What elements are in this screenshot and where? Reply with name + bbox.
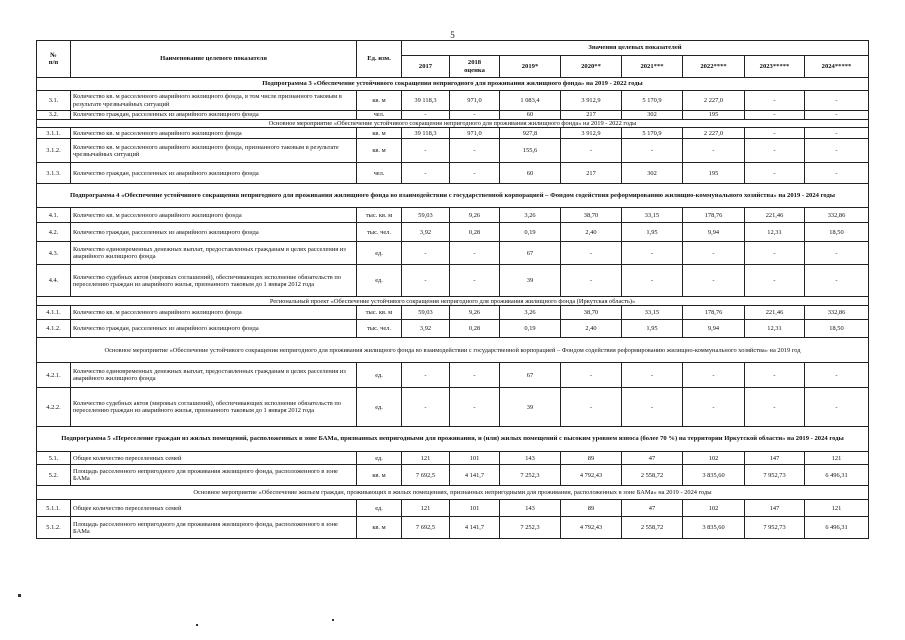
value-cell: 89 — [561, 452, 622, 465]
value-cell: 143 — [500, 452, 561, 465]
value-cell: - — [402, 163, 450, 184]
value-cell: - — [561, 242, 622, 265]
table-row — [37, 111, 869, 120]
value-cell: 102 — [683, 500, 745, 517]
value-cell: 2,40 — [561, 320, 622, 338]
value-cell: - — [450, 363, 500, 388]
value-cell: - — [745, 139, 805, 163]
unit-cell: чел. — [357, 111, 402, 120]
value-cell: - — [745, 265, 805, 297]
row-number: 5.1.1. — [37, 500, 71, 517]
value-cell: 5 170,9 — [622, 91, 683, 111]
activity-heading-row — [37, 338, 869, 363]
row-number: 3.1. — [37, 91, 71, 111]
table-row — [37, 363, 869, 388]
indicator-name: Количество единовременных денежных выплат, предоставленных гражданам в целях расселения из аварийного жилищного фонда — [71, 242, 357, 265]
value-cell: 9,26 — [450, 208, 500, 223]
unit-cell: тыс. кв. м — [357, 306, 402, 320]
header-year: 2018 оценка — [450, 56, 500, 78]
value-cell: - — [745, 363, 805, 388]
indicator-name: Площадь расселенного непригодного для проживания жилищного фонда, расположенного в зоне БАМа — [71, 517, 357, 539]
value-cell: 217 — [561, 111, 622, 120]
header-name: Наименование целевого показателя — [71, 41, 357, 78]
value-cell: 33,15 — [622, 306, 683, 320]
header-unit: Ед. изм. — [357, 41, 402, 78]
value-cell: - — [683, 242, 745, 265]
value-cell: - — [745, 163, 805, 184]
value-cell: 971,0 — [450, 128, 500, 139]
row-number: 4.2.1. — [37, 363, 71, 388]
value-cell: - — [450, 265, 500, 297]
scan-mark — [332, 619, 334, 621]
unit-cell: чел. — [357, 163, 402, 184]
value-cell: 9,94 — [683, 223, 745, 242]
table-row — [37, 320, 869, 338]
indicator-name: Количество судебных актов (мировых соглашений), обеспечивающих исполнение обязательств по переселению граждан из аварийного жилья, признанного таковым до 1 января 2012 года — [71, 388, 357, 427]
indicator-name: Количество единовременных денежных выплат, предоставленных гражданам в целях расселения из аварийного жилищного фонда — [71, 363, 357, 388]
value-cell: - — [450, 111, 500, 120]
value-cell: 6 496,31 — [805, 517, 869, 539]
value-cell: 60 — [500, 163, 561, 184]
value-cell: 2 227,0 — [683, 91, 745, 111]
row-number: 5.2. — [37, 465, 71, 486]
value-cell: 59,03 — [402, 208, 450, 223]
activity-title: Региональный проект «Обеспечение устойчивого сокращения непригодного для проживания жилищного фонда (Иркутская область)» — [37, 297, 869, 306]
value-cell: 1 083,4 — [500, 91, 561, 111]
value-cell: 9,26 — [450, 306, 500, 320]
value-cell: 3,26 — [500, 306, 561, 320]
value-cell: - — [561, 363, 622, 388]
value-cell: 3,26 — [500, 208, 561, 223]
value-cell: 12,31 — [745, 223, 805, 242]
value-cell: 0,28 — [450, 223, 500, 242]
value-cell: - — [683, 139, 745, 163]
table-row — [37, 91, 869, 111]
value-cell: - — [561, 388, 622, 427]
table-body — [37, 78, 869, 539]
indicator-name: Количество кв. м расселенного аварийного жилищного фонда, признанного таковым в результате чрезвычайных ситуаций — [71, 139, 357, 163]
value-cell: - — [805, 128, 869, 139]
value-cell: 2 558,72 — [622, 517, 683, 539]
value-cell: 3 912,9 — [561, 128, 622, 139]
value-cell: 33,15 — [622, 208, 683, 223]
value-cell: 6 496,31 — [805, 465, 869, 486]
value-cell: 89 — [561, 500, 622, 517]
value-cell: 101 — [450, 452, 500, 465]
activity-title: Основное мероприятие «Обеспечение устойчивого сокращения непригодного для проживания жилищного фонда во взаимодействии с государственной корпорацией – Фондом содействия реформированию жилищно-коммунального хозяйства» на 2019 год — [37, 338, 869, 363]
value-cell: 178,76 — [683, 306, 745, 320]
indicator-name: Общее количество переселенных семей — [71, 452, 357, 465]
value-cell: 4 792,43 — [561, 517, 622, 539]
indicator-name: Количество кв. м расселенного аварийного жилищного фонда, в том числе признанного таковым в результате чрезвычайных ситуаций — [71, 91, 357, 111]
value-cell: 0,19 — [500, 320, 561, 338]
table-row — [37, 163, 869, 184]
value-cell: - — [683, 388, 745, 427]
value-cell: 302 — [622, 163, 683, 184]
value-cell: 147 — [745, 452, 805, 465]
value-cell: 221,46 — [745, 208, 805, 223]
value-cell: - — [450, 242, 500, 265]
value-cell: - — [745, 91, 805, 111]
value-cell: 2 558,72 — [622, 465, 683, 486]
value-cell: - — [805, 388, 869, 427]
header-year: 2022**** — [683, 56, 745, 78]
activity-title: Основное мероприятие «Обеспечение жильем граждан, проживающих в жилых помещениях, признанных непригодными для проживания, расположенных в зоне БАМа» на 2019 - 2024 годы — [37, 486, 869, 500]
value-cell: 3 835,60 — [683, 517, 745, 539]
value-cell: - — [805, 139, 869, 163]
value-cell: - — [622, 388, 683, 427]
value-cell: 7 252,3 — [500, 517, 561, 539]
row-number: 4.1.2. — [37, 320, 71, 338]
value-cell: 38,70 — [561, 208, 622, 223]
value-cell: 302 — [622, 111, 683, 120]
value-cell: 3,92 — [402, 223, 450, 242]
table-row — [37, 223, 869, 242]
value-cell: 217 — [561, 163, 622, 184]
value-cell: - — [745, 111, 805, 120]
value-cell: - — [402, 139, 450, 163]
row-number: 4.1.1. — [37, 306, 71, 320]
header-year: 2023***** — [745, 56, 805, 78]
row-number: 3.1.2. — [37, 139, 71, 163]
value-cell: - — [683, 265, 745, 297]
header-year: 2024***** — [805, 56, 869, 78]
subprogram-heading-row — [37, 184, 869, 208]
unit-cell: кв. м — [357, 517, 402, 539]
header-year: 2021*** — [622, 56, 683, 78]
header-values: Значения целевых показателей — [402, 41, 869, 56]
value-cell: 4 141,7 — [450, 517, 500, 539]
value-cell: 7 252,3 — [500, 465, 561, 486]
value-cell: 39 — [500, 265, 561, 297]
value-cell: - — [683, 363, 745, 388]
value-cell: 1,95 — [622, 223, 683, 242]
table-row — [37, 388, 869, 427]
value-cell: - — [745, 388, 805, 427]
target-indicators-table — [36, 40, 869, 539]
value-cell: 195 — [683, 111, 745, 120]
indicator-name: Количество судебных актов (мировых соглашений), обеспечивающих исполнение обязательств по переселению граждан из аварийного жилья, признанного таковым до 1 января 2012 года — [71, 265, 357, 297]
table-row — [37, 208, 869, 223]
indicator-name: Количество граждан, расселенных из аварийного жилищного фонда — [71, 223, 357, 242]
unit-cell: ед. — [357, 242, 402, 265]
unit-cell: кв. м — [357, 128, 402, 139]
header-year: 2020** — [561, 56, 622, 78]
subprogram-heading-row — [37, 78, 869, 91]
table-row — [37, 517, 869, 539]
value-cell: 4 141,7 — [450, 465, 500, 486]
subprogram-title: Подпрограмма 5 «Переселение граждан из жилых помещений, расположенных в зоне БАМа, признанных непригодными для проживания, и (или) жилых помещений с высоким уровнем износа (более 70 %) на территории Иркутской области» на 2019 - 2024 годы — [37, 427, 869, 452]
value-cell: - — [450, 388, 500, 427]
value-cell: - — [402, 265, 450, 297]
value-cell: 39 118,3 — [402, 128, 450, 139]
value-cell: 47 — [622, 500, 683, 517]
activity-title: Основное мероприятие «Обеспечение устойчивого сокращения непригодного для проживания жилищного фонда» на 2019 - 2022 годы — [37, 120, 869, 128]
value-cell: - — [402, 242, 450, 265]
value-cell: 18,50 — [805, 320, 869, 338]
row-number: 4.4. — [37, 265, 71, 297]
value-cell: 38,70 — [561, 306, 622, 320]
value-cell: 7 952,73 — [745, 517, 805, 539]
table-row — [37, 465, 869, 486]
indicator-name: Количество кв. м расселенного аварийного жилищного фонда — [71, 306, 357, 320]
value-cell: - — [561, 265, 622, 297]
value-cell: 0,28 — [450, 320, 500, 338]
value-cell: - — [622, 265, 683, 297]
value-cell: - — [622, 139, 683, 163]
value-cell: - — [622, 242, 683, 265]
value-cell: - — [622, 363, 683, 388]
value-cell: - — [402, 111, 450, 120]
value-cell: 121 — [805, 500, 869, 517]
row-number: 3.1.1. — [37, 128, 71, 139]
row-number: 4.1. — [37, 208, 71, 223]
unit-cell: ед. — [357, 363, 402, 388]
subprogram-title: Подпрограмма 4 «Обеспечение устойчивого сокращения непригодного для проживания жилищного фонда во взаимодействии с государственной корпорацией – Фондом содействия реформированию жилищно-коммунального хозяйства» на 2019 - 2024 годы — [37, 184, 869, 208]
value-cell: 39 — [500, 388, 561, 427]
unit-cell: ед. — [357, 452, 402, 465]
value-cell: 155,6 — [500, 139, 561, 163]
value-cell: 195 — [683, 163, 745, 184]
value-cell: - — [402, 388, 450, 427]
value-cell: - — [745, 128, 805, 139]
activity-heading-row — [37, 120, 869, 128]
value-cell: - — [805, 363, 869, 388]
page-number: 5 — [450, 30, 455, 40]
value-cell: 927,8 — [500, 128, 561, 139]
value-cell: 332,86 — [805, 306, 869, 320]
value-cell: 3 835,60 — [683, 465, 745, 486]
indicator-name: Количество кв. м расселенного аварийного жилищного фонда — [71, 208, 357, 223]
value-cell: 9,94 — [683, 320, 745, 338]
value-cell: 2,40 — [561, 223, 622, 242]
value-cell: 971,0 — [450, 91, 500, 111]
value-cell: 67 — [500, 242, 561, 265]
unit-cell: ед. — [357, 500, 402, 517]
value-cell: 0,19 — [500, 223, 561, 242]
value-cell: 2 227,0 — [683, 128, 745, 139]
row-number: 3.1.3. — [37, 163, 71, 184]
value-cell: 7 952,73 — [745, 465, 805, 486]
value-cell: - — [561, 139, 622, 163]
row-number: 4.2. — [37, 223, 71, 242]
value-cell: 18,50 — [805, 223, 869, 242]
value-cell: - — [402, 363, 450, 388]
value-cell: - — [805, 91, 869, 111]
value-cell: 332,86 — [805, 208, 869, 223]
value-cell: - — [450, 163, 500, 184]
header-year: 2017 — [402, 56, 450, 78]
table-row — [37, 452, 869, 465]
indicator-name: Количество граждан, расселенных из аварийного жилищного фонда — [71, 111, 357, 120]
value-cell: - — [745, 242, 805, 265]
value-cell: 7 692,5 — [402, 517, 450, 539]
value-cell: - — [805, 111, 869, 120]
value-cell: 3,92 — [402, 320, 450, 338]
row-number: 4.2.2. — [37, 388, 71, 427]
header-year: 2019* — [500, 56, 561, 78]
table-row — [37, 265, 869, 297]
indicator-name: Количество граждан, расселенных из аварийного жилищного фонда — [71, 320, 357, 338]
activity-heading-row — [37, 297, 869, 306]
indicator-name: Количество кв. м расселенного аварийного жилищного фонда — [71, 128, 357, 139]
value-cell: 12,31 — [745, 320, 805, 338]
value-cell: 147 — [745, 500, 805, 517]
value-cell: 3 912,9 — [561, 91, 622, 111]
value-cell: 7 692,5 — [402, 465, 450, 486]
value-cell: 221,46 — [745, 306, 805, 320]
indicator-name: Количество граждан, расселенных из аварийного жилищного фонда — [71, 163, 357, 184]
value-cell: 47 — [622, 452, 683, 465]
value-cell: 4 792,43 — [561, 465, 622, 486]
value-cell: 59,03 — [402, 306, 450, 320]
value-cell: 178,76 — [683, 208, 745, 223]
value-cell: 143 — [500, 500, 561, 517]
value-cell: 101 — [450, 500, 500, 517]
scan-mark — [196, 624, 198, 626]
activity-heading-row — [37, 486, 869, 500]
value-cell: 121 — [402, 500, 450, 517]
unit-cell: кв. м — [357, 139, 402, 163]
unit-cell: кв. м — [357, 465, 402, 486]
value-cell: - — [805, 265, 869, 297]
row-number: 3.2. — [37, 111, 71, 120]
value-cell: 121 — [805, 452, 869, 465]
subprogram-heading-row — [37, 427, 869, 452]
table-row — [37, 128, 869, 139]
table-row — [37, 306, 869, 320]
value-cell: 39 118,3 — [402, 91, 450, 111]
value-cell: - — [805, 242, 869, 265]
header-num: № п/п — [37, 41, 71, 78]
table-row — [37, 500, 869, 517]
scan-mark — [18, 594, 21, 597]
indicator-name: Площадь расселенного непригодного для проживания жилищного фонда, расположенного в зоне БАМа — [71, 465, 357, 486]
unit-cell: тыс. чел. — [357, 223, 402, 242]
value-cell: 67 — [500, 363, 561, 388]
value-cell: 102 — [683, 452, 745, 465]
value-cell: - — [805, 163, 869, 184]
subprogram-title: Подпрограмма 3 «Обеспечение устойчивого сокращения непригодного для проживания жилищного фонда» на 2019 - 2022 годы — [37, 78, 869, 91]
value-cell: 121 — [402, 452, 450, 465]
value-cell: 1,95 — [622, 320, 683, 338]
table-row — [37, 139, 869, 163]
unit-cell: ед. — [357, 265, 402, 297]
row-number: 4.3. — [37, 242, 71, 265]
unit-cell: кв. м — [357, 91, 402, 111]
value-cell: - — [450, 139, 500, 163]
unit-cell: тыс. кв. м — [357, 208, 402, 223]
unit-cell: тыс. чел. — [357, 320, 402, 338]
value-cell: 5 170,9 — [622, 128, 683, 139]
unit-cell: ед. — [357, 388, 402, 427]
row-number: 5.1. — [37, 452, 71, 465]
value-cell: 60 — [500, 111, 561, 120]
indicator-name: Общее количество переселенных семей — [71, 500, 357, 517]
table-row — [37, 242, 869, 265]
row-number: 5.1.2. — [37, 517, 71, 539]
